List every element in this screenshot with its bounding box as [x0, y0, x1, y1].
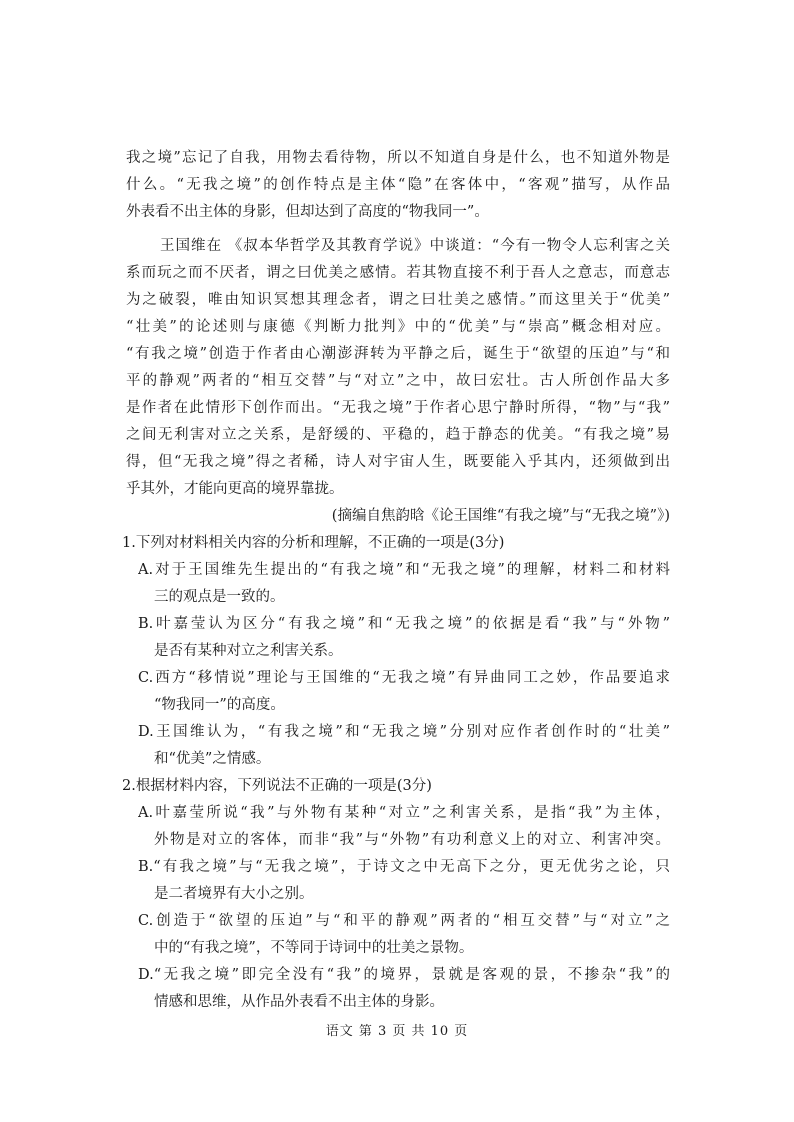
passage-line: 是作者在此情形下创作而出。“无我之境”于作者心思宁静时所得，“物”与“我” [126, 400, 670, 416]
question-1-option-a-cont: 三的观点是一致的。 [154, 589, 285, 605]
question-2-option-c: C.创造于“欲望的压迫”与“和平的静观”两者的“相互交替”与“对立”之 [138, 913, 670, 929]
question-2-option-d: D.“无我之境”即完全没有“我”的境界，景就是客观的景，不掺杂“我”的 [138, 967, 670, 983]
question-2-option-c-cont: 中的“有我之境”，不等同于诗词中的壮美之景物。 [154, 940, 474, 956]
question-2-option-b: B.“有我之境”与“无我之境”，于诗文之中无高下之分，更无优劣之论，只 [138, 859, 670, 875]
passage-line: 我之境”忘记了自我，用物去看待物，所以不知道自身是什么，也不知道外物是 [126, 150, 670, 166]
passage-line: 系而玩之而不厌者，谓之曰优美之感情。若其物直接不利于吾人之意志，而意志 [126, 265, 670, 281]
passage-line: 王国维在 《叔本华哲学及其教育学说》中谈道：“今有一物令人忘利害之关 [160, 238, 670, 254]
question-2-option-a: A.叶嘉莹所说“我”与外物有某种“对立”之利害关系，是指“我”为主体， [138, 805, 670, 821]
passage-line: 为之破裂，唯由知识冥想其理念者，谓之曰壮美之感情。”而这里关于“优美” [126, 292, 670, 308]
passage-line: 得，但“无我之境”得之者稀，诗人对宇宙人生，既要能入乎其内，还须做到出 [126, 454, 670, 470]
question-1-option-d-cont: 和“优美”之情感。 [154, 751, 271, 767]
question-1-option-b-cont: 是否有某种对立之利害关系。 [154, 643, 343, 659]
question-2-stem: 2.根据材料内容，下列说法不正确的一项是(3分) [122, 778, 432, 794]
question-1-option-c: C.西方“移情说”理论与王国维的“无我之境”有异曲同工之妙，作品要追求 [138, 670, 670, 686]
question-1-option-c-cont: “物我同一”的高度。 [154, 697, 285, 713]
question-2-option-b-cont: 是二者境界有大小之别。 [154, 886, 314, 902]
question-1-stem: 1.下列对材料相关内容的分析和理解，不正确的一项是(3分) [122, 535, 505, 551]
question-1-option-b: B.叶嘉莹认为区分“有我之境”和“无我之境”的依据是看“我”与“外物” [138, 616, 670, 632]
passage-line: 外表看不出主体的身影，但却达到了高度的“物我同一”。 [126, 204, 489, 220]
question-2-option-d-cont: 情感和思维，从作品外表看不出主体的身影。 [154, 994, 444, 1010]
page-footer: 语文 第 3 页 共 10 页 [325, 1024, 469, 1039]
passage-line: 什么。“无我之境”的创作特点是主体“隐”在客体中，“客观”描写，从作品 [126, 177, 670, 193]
question-2-option-a-cont: 外物是对立的客体，而非“我”与“外物”有功利意义上的对立、利害冲突。 [154, 832, 670, 848]
question-1-option-a: A.对于王国维先生提出的“有我之境”和“无我之境”的理解，材料二和材料 [138, 562, 670, 578]
passage-line: 乎其外，才能向更高的境界靠拢。 [126, 481, 344, 497]
source-citation: (摘编自焦韵晗《论王国维“有我之境”与“无我之境”》) [331, 508, 670, 524]
question-1-option-d: D.王国维认为，“有我之境”和“无我之境”分别对应作者创作时的“壮美” [138, 724, 670, 740]
passage-line: 之间无利害对立之关系，是舒缓的、平稳的，趋于静态的优美。“有我之境”易 [126, 427, 670, 443]
passage-line: “有我之境”创造于作者由心潮澎湃转为平静之后，诞生于“欲望的压迫”与“和 [126, 346, 670, 362]
passage-line: “壮美”的论述则与康德《判断力批判》中的“优美”与“崇高”概念相对应。 [126, 319, 670, 335]
passage-line: 平的静观”两者的“相互交替”与“对立”之中，故曰宏壮。古人所创作品大多 [126, 373, 670, 389]
